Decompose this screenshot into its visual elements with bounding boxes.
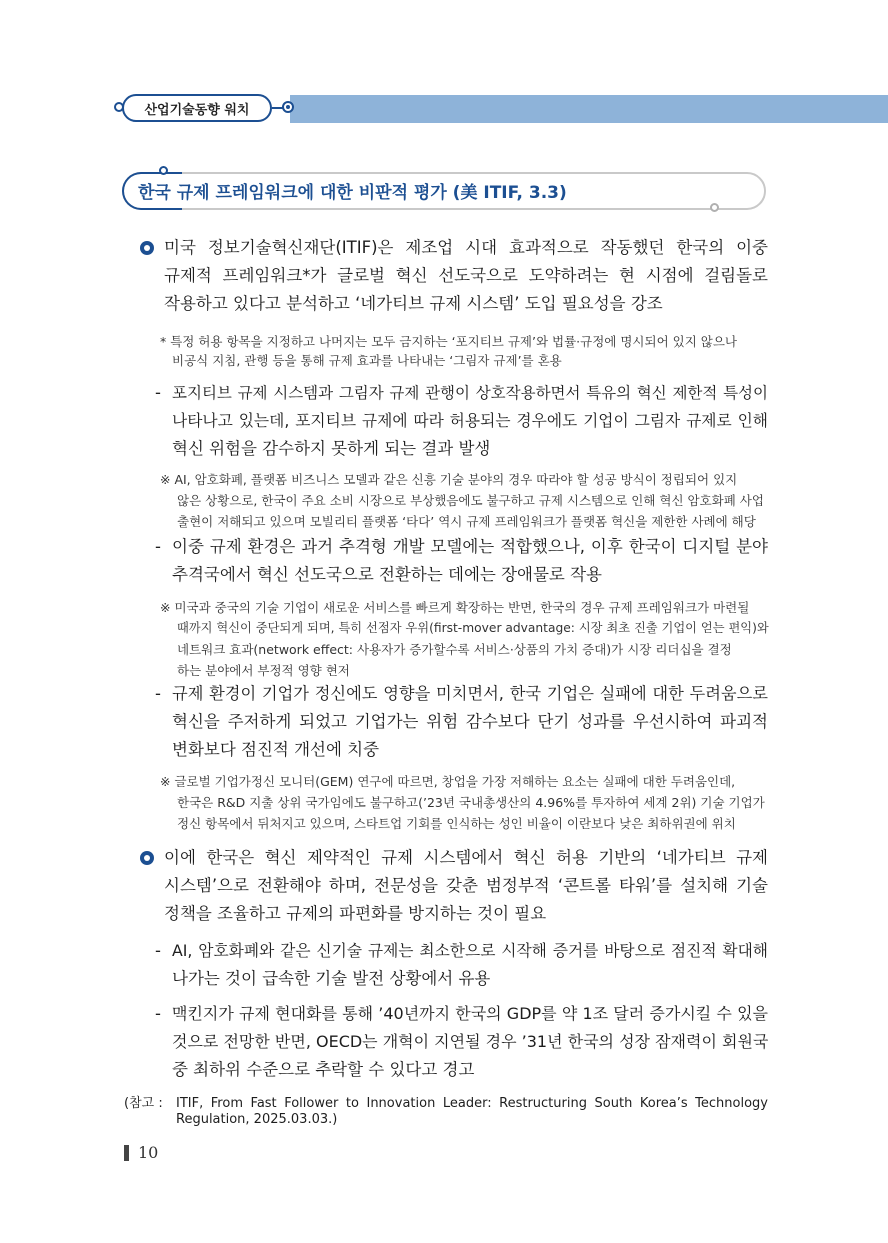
note-line: 않은 상황으로, 한국이 주요 소비 시장으로 부상했음에도 불구하고 규제 시스템으로 인해 혁신 암호화폐 사업 (177, 493, 764, 508)
note-line: 하는 분야에서 부정적 영향 현저 (177, 663, 350, 678)
body-line: 나가는 것이 급속한 기술 발전 상황에서 유용 (172, 969, 491, 988)
dash-marker: - (155, 537, 161, 556)
body-line: 정책을 조율하고 규제의 파편화를 방지하는 것이 필요 (164, 904, 547, 923)
footnote-line: * 특정 허용 항목을 지정하고 나머지는 모두 금지하는 ‘포지티브 규제’와 법률·규정에 명시되어 있지 않으나 (160, 334, 737, 349)
body-line: 혁신을 주저하게 되었고 기업가는 위험 감수보다 단기 성과를 우선시하여 파괴적 (172, 712, 768, 731)
bullet-icon (140, 851, 154, 865)
body-line: 작용하고 있다고 분석하고 ‘네가티브 규제 시스템’ 도입 필요성을 강조 (164, 294, 663, 313)
body-line: 것으로 전망한 반면, OECD는 개혁이 지연될 경우 ’31년 한국의 성장 잠재력이 회원국 (172, 1032, 769, 1051)
body-line: 규제 환경이 기업가 정신에도 영향을 미치면서, 한국 기업은 실패에 대한 두려움으로 (172, 684, 768, 703)
header-label (122, 94, 272, 122)
bullet-icon (140, 241, 154, 255)
note-line: ※ 미국과 중국의 기술 기업이 새로운 서비스를 빠르게 확장하는 반면, 한국의 경우 규제 프레임워크가 마련될 (160, 600, 750, 615)
dash-marker: - (155, 684, 161, 703)
reference-line: Regulation, 2025.03.03.) (176, 1112, 338, 1127)
header-band (290, 95, 888, 123)
footnote-line: 비공식 지침, 관행 등을 통해 규제 효과를 나타내는 ‘그림자 규제’를 혼용 (172, 353, 562, 368)
body-line: 추격국에서 혁신 선도국으로 전환하는 데에는 장애물로 작용 (172, 565, 602, 584)
dash-marker: - (155, 383, 161, 402)
page-number-bar (124, 1145, 129, 1161)
body-line: 이중 규제 환경은 과거 추격형 개발 모델에는 적합했으나, 이후 한국이 디지털 분야 (172, 537, 768, 556)
body-line: AI, 암호화폐와 같은 신기술 규제는 최소한으로 시작해 증거를 바탕으로 점진적 확대해 (172, 941, 768, 960)
body-line: 혁신 위험을 감수하지 못하게 되는 결과 발생 (172, 439, 491, 458)
body-line: 중 최하위 수준으로 추락할 수 있다고 경고 (172, 1060, 475, 1079)
body-line: 시스템’으로 전환해야 하며, 전문성을 갖춘 범정부적 ‘콘트롤 타워’를 설치해 기술 (164, 876, 768, 895)
section-title: 한국 규제 프레임워크에 대한 비판적 평가 (美 ITIF, 3.3) (138, 183, 567, 203)
dash-marker: - (155, 1004, 161, 1023)
note-line: 네트워크 효과(network effect: 사용자가 증가할수록 서비스·상품의 가치 증대)가 시장 리더십을 결정 (177, 642, 732, 657)
body-line: 포지티브 규제 시스템과 그림자 규제 관행이 상호작용하면서 특유의 혁신 제한적 특성이 (172, 384, 768, 402)
body-line: 미국 정보기술혁신재단(ITIF)은 제조업 시대 효과적으로 작동했던 한국의 이중 (164, 238, 768, 257)
body-line: 맥킨지가 규제 현대화를 통해 ’40년까지 한국의 GDP를 약 1조 달러 증가시킬 수 있을 (172, 1004, 768, 1023)
title-dot-icon (159, 166, 168, 175)
reference-line: ITIF, From Fast Follower to Innovation Leader: Restructuring South Korea’s Technology (176, 1096, 768, 1111)
body-line: 규제적 프레임워크*가 글로벌 혁신 선도국으로 도약하려는 현 시점에 걸림돌로 (164, 266, 768, 285)
reference-label: (참고 : (124, 1096, 163, 1111)
page-number: 10 (138, 1143, 159, 1162)
header-label-text: 산업기술동향 워치 (144, 102, 250, 118)
title-dot-icon (710, 203, 719, 212)
body-line: 변화보다 점진적 개선에 치중 (172, 740, 380, 759)
note-line: ※ AI, 암호화폐, 플랫폼 비즈니스 모델과 같은 신흥 기술 분야의 경우 따라야 할 성공 방식이 정립되어 있지 (160, 472, 738, 487)
body-line: 나타나고 있는데, 포지티브 규제에 따라 허용되는 경우에도 기업이 그림자 규제로 인해 (172, 411, 768, 430)
note-line: 출현이 저해되고 있으며 모빌리티 플랫폼 ‘타다’ 역시 규제 프레임워크가 플랫폼 혁신을 제한한 사례에 해당 (177, 514, 756, 529)
note-line: 정신 항목에서 뒤처지고 있으며, 스타트업 기회를 인식하는 성인 비율이 이란보다 낮은 최하위권에 위치 (177, 816, 736, 831)
note-line: 때까지 혁신이 중단되게 되며, 특히 선점자 우위(first-mover advantage: 시장 최초 진출 기업이 얻는 편익)와 (177, 621, 769, 635)
note-line: ※ 글로벌 기업가정신 모니터(GEM) 연구에 따르면, 창업을 가장 저해하는 요소는 실패에 대한 두려움인데, (160, 774, 736, 789)
header-ring-icon (282, 101, 294, 113)
note-line: 한국은 R&D 지출 상위 국가임에도 불구하고(’23년 국내총생산의 4.96%를 투자하여 세계 2위) 기술 기업가 (177, 795, 765, 810)
dash-marker: - (155, 941, 161, 960)
body-line: 이에 한국은 혁신 제약적인 규제 시스템에서 혁신 허용 기반의 ‘네가티브 규제 (164, 848, 768, 867)
